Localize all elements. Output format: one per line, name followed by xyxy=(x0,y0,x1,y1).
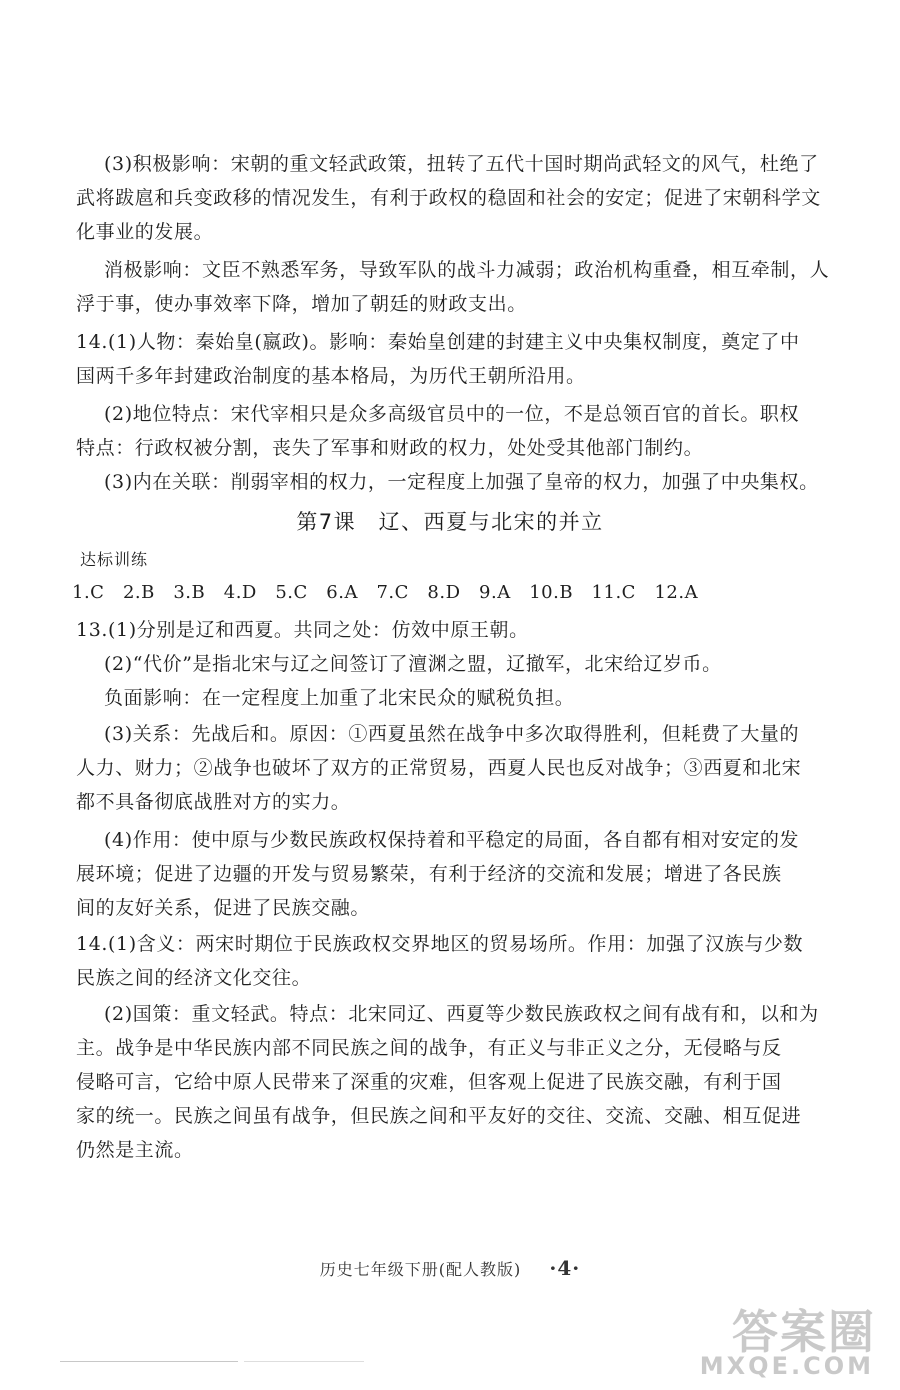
text-line: (2)国策：重文轻武。特点：北宋同辽、西夏等少数民族政权之间有战有和，以和为 xyxy=(104,1003,819,1025)
text-line: 侵略可言，它给中原人民带来了深重的灾难，但客观上促进了民族交融，有利于国 xyxy=(76,1071,782,1093)
text-line: 负面影响：在一定程度上加重了北宋民众的赋税负担。 xyxy=(104,687,575,709)
page-footer xyxy=(0,1256,900,1280)
text-line: 都不具备彻底战胜对方的实力。 xyxy=(76,791,351,813)
watermark-url: MXQE.COM xyxy=(699,1352,874,1380)
text-line: 家的统一。民族之间虽有战争，但民族之间和平友好的交往、交流、交融、相互促进 xyxy=(76,1105,802,1127)
text-line: 浮于事，使办事效率下降，增加了朝廷的财政支出。 xyxy=(76,293,527,315)
text-line: (4)作用：使中原与少数民族政权保持着和平稳定的局面，各自都有相对安定的发 xyxy=(104,829,800,851)
text-line: 主。战争是中华民族内部不同民族之间的战争，有正义与非正义之分，无侵略与反 xyxy=(76,1037,782,1059)
answer-key: 1.C 2.B 3.B 4.D 5.C 6.A 7.C 8.D 9.A 10.B 11.C 12.A xyxy=(72,582,699,603)
text-line: 民族之间的经济文化交往。 xyxy=(76,967,312,989)
text-line: (3)关系：先战后和。原因：①西夏虽然在战争中多次取得胜利，但耗费了大量的 xyxy=(104,723,800,745)
text-line: 间的友好关系，促进了民族交融。 xyxy=(76,897,371,919)
text-line: 14.(1)含义：两宋时期位于民族政权交界地区的贸易场所。作用：加强了汉族与少数 xyxy=(76,933,804,955)
text-line: (2)“代价”是指北宋与辽之间签订了澶渊之盟，辽撤军，北宋给辽岁币。 xyxy=(104,653,722,675)
text-line: (3)积极影响：宋朝的重文轻武政策，扭转了五代十国时期尚武轻文的风气，杜绝了 xyxy=(104,153,819,175)
lesson-title: 第7课 辽、西夏与北宋的并立 xyxy=(296,510,604,534)
text-line: (3)内在关联：削弱宰相的权力，一定程度上加强了皇帝的权力，加强了中央集权。 xyxy=(104,471,819,493)
text-line: 14.(1)人物：秦始皇(嬴政)。影响：秦始皇创建的封建主义中央集权制度，奠定了中 xyxy=(76,331,800,353)
watermark-logo xyxy=(684,1296,884,1386)
text-line: 武将跋扈和兵变政移的情况发生，有利于政权的稳固和社会的安定；促进了宋朝科学文 xyxy=(76,187,821,209)
text-line: 化事业的发展。 xyxy=(76,221,214,243)
text-line: (2)地位特点：宋代宰相只是众多高级官员中的一位，不是总领百官的首长。职权 xyxy=(104,403,800,425)
text-line: 仍然是主流。 xyxy=(76,1139,194,1161)
section-heading: 达标训练 xyxy=(80,550,149,569)
text-line: 展环境；促进了边疆的开发与贸易繁荣，有利于经济的交流和发展；增进了各民族 xyxy=(76,863,782,885)
text-line: 13.(1)分别是辽和西夏。共同之处：仿效中原王朝。 xyxy=(76,619,529,641)
watermark-title: 答案圈 xyxy=(732,1305,876,1359)
book-title: 历史七年级下册(配人教版) xyxy=(319,1260,522,1279)
page-number: ·4· xyxy=(549,1256,581,1280)
text-line: 消极影响：文臣不熟悉军务，导致军队的战斗力减弱；政治机构重叠，相互牵制，人 xyxy=(104,259,830,281)
text-line: 特点：行政权被分割，丧失了军事和财政的权力，处处受其他部门制约。 xyxy=(76,437,704,459)
text-line: 人力、财力；②战争也破坏了双方的正常贸易，西夏人民也反对战争；③西夏和北宋 xyxy=(76,757,802,779)
text-line: 国两千多年封建政治制度的基本格局，为历代王朝所沿用。 xyxy=(76,365,586,387)
bottom-rule xyxy=(244,1361,364,1362)
bottom-rule xyxy=(60,1361,238,1362)
